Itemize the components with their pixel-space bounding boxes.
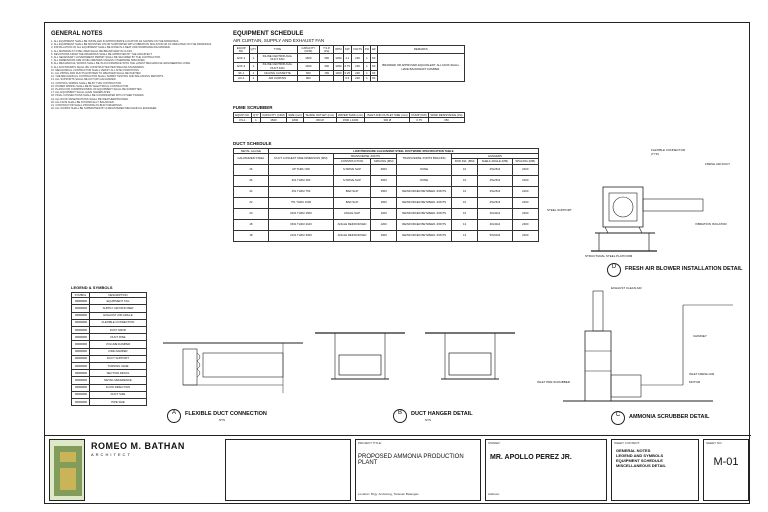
ammonia-scrubber-drawing (533, 285, 747, 409)
equipment-cell: 1 (363, 54, 370, 62)
legend-symbol-icon (72, 370, 90, 377)
general-note-item: 6. ALL NECESSARY GOVERNMENT PERMIT SHALL BE SECURED BY THE CONTRACTOR. (51, 56, 161, 60)
duct-cell: NONE (397, 164, 451, 175)
detail-marker-d: D (607, 263, 621, 277)
equipment-header-cell: PH (363, 46, 370, 54)
equipment-cell: 300 (320, 62, 334, 70)
fresh-air-blower-detail (545, 147, 749, 279)
duct-schedule-table (233, 148, 539, 242)
equipment-header-cell: KW (343, 46, 351, 54)
equipment-cell: 1 (249, 62, 258, 70)
duct-cell: 40x40x4 (478, 219, 512, 230)
equipment-cell: 1450 (334, 62, 343, 70)
equipment-cell (334, 76, 343, 81)
general-note-item: 5. DEVIATIONS FROM THE DRAWINGS SHALL BE APPROVED BY THE ARCHITECT. (51, 52, 153, 56)
duct-cell: 22 (234, 197, 269, 208)
general-note-item: 10. MECHANICAL CONTRACTOR SHALL VERIFY ALL SITE CONDITIONS. (51, 68, 140, 72)
detail-marker-b: B (393, 409, 407, 423)
owner-cell (485, 439, 607, 501)
project-title-cell (355, 439, 481, 501)
duct-cell: 25x25x3 (478, 197, 512, 208)
duct-cell: 2400 (512, 164, 538, 175)
legend-symbol-icon (72, 391, 90, 398)
duct-cell: 26 (234, 164, 269, 175)
duct-cell: 1500 (370, 186, 396, 197)
equipment-header-cell: TYPE (258, 46, 297, 54)
architect-role: ARCHITECT (91, 452, 132, 457)
flexible-duct-scale: NTS (219, 418, 225, 422)
fresh-air-blower-title: FRESH AIR BLOWER INSTALLATION DETAIL (625, 266, 743, 272)
duct-cell: BAR SLIP (334, 186, 371, 197)
duct-cell: UP THRU 300 (268, 164, 333, 175)
duct-cell: ANGLE SLIP (334, 208, 371, 219)
sheet-content-label: SHEET CONTENT: (614, 441, 640, 445)
equipment-cell: 230 (352, 62, 364, 70)
equipment-header-cell: REMARKS (377, 46, 464, 54)
legend-row (72, 391, 147, 398)
general-note-item: 11. ALL PIPING AND DUCTS EXPOSED TO WEATHER SHALL BE PAINTED. (51, 72, 142, 76)
duct-row (234, 219, 539, 230)
duct-cell: 2400 (512, 186, 538, 197)
equipment-cell: SF-1 (234, 71, 250, 76)
duct-cell: 2101 THRU 3000 (268, 230, 333, 241)
equipment-cell: 230 (352, 76, 364, 81)
duct-cell: 2400 (512, 197, 538, 208)
equipment-cell: 0.75 (343, 62, 351, 70)
equipment-cell: 1400 (335, 70, 342, 75)
fume-cell: 1500 x 1000 (336, 118, 365, 123)
label-flexible-connector: FLEXIBLE CONNECTOR (TYP.) (651, 148, 686, 156)
duct-schedule-title: DUCT SCHEDULE (233, 141, 272, 146)
equipment-header-cell: QTY (249, 46, 258, 54)
legend-symbol-icon (72, 312, 90, 319)
general-notes (51, 31, 229, 110)
sheet-no-cell (703, 439, 749, 501)
equipment-cell: 1500 (297, 54, 320, 62)
legend-description: SUPPLY AIR DIFFUSER (90, 305, 147, 312)
legend-description: SECTION DETAIL (90, 370, 147, 377)
duct-cell: 25x25x3 (478, 186, 512, 197)
duct-cell: S DRIVE SLIP (334, 175, 371, 186)
legend-row (72, 355, 147, 362)
construction-header: CONSTRUCTION (334, 159, 371, 164)
spacing-header: SPACING (MM) (370, 159, 396, 164)
legend-description: DUCT SIZE (90, 391, 147, 398)
legend-row (72, 370, 147, 377)
label-structural-steel: STRUCTURAL STEEL PLATFORM (585, 254, 633, 258)
equipment-table (233, 45, 465, 82)
general-note-item: 15. POWER WIRING SHALL BE BY ELECTRICAL CONTRACTOR. (51, 84, 129, 88)
equipment-header-cell: EQUIP NO. (234, 46, 250, 54)
equipment-cell: 0.25 (344, 70, 351, 75)
duct-cell: 751 THRU 1000 (268, 197, 333, 208)
duct-cell: 24 (234, 186, 269, 197)
duct-row (234, 230, 539, 241)
equipment-row (234, 54, 465, 62)
label-fresh-air: FRESH AIR DUCT (705, 162, 731, 166)
owner-name: MR. APOLLO PEREZ JR. (490, 454, 572, 461)
flexible-duct-title: FLEXIBLE DUCT CONNECTION (185, 411, 267, 417)
legend-row (72, 399, 147, 406)
label-steel-support: STEEL SUPPORT (547, 208, 572, 212)
duct-hanger-scale: NTS (425, 418, 431, 422)
duct-cell: 1001 THRU 1500 (268, 208, 333, 219)
fume-scrubber-table (233, 112, 465, 123)
hangers-header: HANGERS (451, 154, 538, 159)
legend-symbol-icon (72, 341, 90, 348)
label-chimney: CHIMNEY (693, 334, 707, 338)
duct-cell: 301 THRU 450 (268, 175, 333, 186)
general-note-item: 4. ALL MATERIALS TO BE USED SHALL BE BRAND NEW IN CLASS. (51, 49, 133, 53)
duct-cell: 2400 (512, 175, 538, 186)
bracing-header: TRANSVERSE JOINTS BRACING (397, 154, 451, 164)
legend-description: TURNING VANE (90, 363, 147, 370)
rod-dia-header: ROD DIA. (MM) (451, 159, 477, 164)
legend-row (72, 305, 147, 312)
duct-row (234, 208, 539, 219)
equipment-cell: 60 (372, 70, 376, 75)
fume-cell: 1500 (260, 118, 286, 123)
sheet-content-item: MISCELLANEOUS DETAIL (616, 463, 666, 468)
equipment-cell: 350 (320, 54, 334, 62)
general-note-item: 22. ALL WORKS SHALL BE SUPERVISED BY A REGISTERED MECHANICAL ENGINEER. (51, 107, 158, 111)
general-notes-list (51, 40, 229, 110)
equipment-cell: AC-1 (234, 76, 250, 81)
duct-cell: REINFORCED BETWEEN JOINTS (397, 230, 451, 241)
duct-cell: 18 (234, 230, 269, 241)
duct-cell: 451 THRU 750 (268, 186, 333, 197)
sheet-content-item: EQUIPMENT SCHEDULE (616, 458, 663, 463)
flexible-duct-drawing (163, 323, 303, 407)
flexible-duct-detail (163, 323, 303, 429)
owner-label: OWNER: (488, 441, 501, 445)
fume-header-cell: QTY (253, 112, 259, 117)
general-note-item: 16. PLANS FOR COMMISSIONING OF EQUIPMENT SHALL BE SUBMITTED. (51, 88, 143, 92)
fume-header-cell: INLET AND OUTLET SIZE (mm) (365, 113, 410, 118)
label-exhaust-stack: EXHAUST CLEAN AIR (611, 286, 642, 290)
fume-cell: 300 Ø (304, 118, 336, 123)
general-note-item: 8. ALL MECHANICAL WORKS SHALL BE IN ACCORDANCE WITH THE LATEST MECHANICAL ENGINEERING CODE. (51, 62, 191, 66)
detail-marker-c: C (611, 411, 625, 425)
fume-scrubber-title: FUME SCRUBBER (233, 105, 273, 110)
legend-description: PIPE SIZE (90, 399, 147, 406)
legend-symbol-icon (72, 327, 90, 334)
duct-cell: BAR SLIP (334, 197, 371, 208)
general-note-item: 20. ALL FANS SHALL BE DYNAMICALLY BALANCED. (51, 100, 115, 104)
legend-description: DETAIL REFERENCE (90, 377, 147, 384)
fume-scrubber (233, 105, 465, 123)
duct-cell: 18 (234, 219, 269, 230)
equipment-cell: 1 (363, 71, 370, 76)
legend-row (72, 334, 147, 341)
equipment-header-cell: CAPACITY (CFM) (297, 46, 320, 54)
legend-description: FIRE DAMPER (90, 348, 147, 355)
legend-title: LEGEND & SYMBOLS (71, 285, 113, 290)
equipment-cell: EXF-1 (234, 54, 250, 62)
duct-cell: 10 (451, 186, 477, 197)
equipment-cell: INLINE CENTRIFUGAL DUCT FAN (258, 54, 297, 62)
general-notes-title: GENERAL NOTES (51, 31, 103, 37)
equipment-cell: 900 (297, 76, 320, 81)
duct-cell: 20 (234, 208, 269, 219)
equipment-cell: INLINE CENTRIFUGAL DUCT FAN (258, 62, 297, 70)
duct-schedule (233, 141, 539, 242)
equipment-schedule-title: EQUIPMENT SCHEDULE (233, 31, 304, 37)
legend-symbol-icon (72, 305, 90, 312)
duct-cell: 25x25x3 (478, 164, 512, 175)
shelf-angle-header: SHELF ANGLE (MM) (478, 159, 512, 164)
legend-row (72, 377, 147, 384)
legend-row (72, 348, 147, 355)
legend-symbol-icon (72, 334, 90, 341)
duct-cell: 10 (451, 208, 477, 219)
detail-marker-a: A (167, 409, 181, 423)
legend-description: FLEXIBLE CONNECTION (90, 319, 147, 326)
architect-block (91, 441, 221, 457)
duct-cell: 10 (451, 175, 477, 186)
general-note-item: 18. FINAL CONNECTIONS SHALL BE COORDINATED WITH OTHER TRADES. (51, 94, 145, 98)
sheet-no-label: SHEET NO.: (706, 441, 723, 445)
duct-cell: 2400 (512, 230, 538, 241)
duct-cell: 50x50x6 (478, 230, 512, 241)
legend (71, 285, 147, 406)
legend-description: DUCT DROP (90, 327, 147, 334)
equipment-cell: 150 (320, 71, 334, 76)
fume-cell: FS-1 (234, 118, 252, 123)
legend-symbol-icon (72, 384, 90, 391)
general-note-item: 12. THE MECHANICAL CONTRACTOR SHALL SUBMIT TESTING AND BALANCING REPORTS. (51, 75, 164, 79)
general-note-item: 17. ALL EQUIPMENT SHALL HAVE NAMEPLATES. (51, 91, 111, 95)
equipment-schedule-subtitle: AIR CURTAIN, SUPPLY AND EXHAUST FAN (233, 38, 325, 43)
equipment-cell: 1 (249, 71, 258, 76)
duct-cell: REINFORCED BETWEEN JOINTS (397, 186, 451, 197)
equipment-schedule (233, 31, 465, 82)
logo-mark-icon (50, 440, 86, 502)
galvanized-header: GALVANIZED STEEL (234, 154, 269, 164)
duct-cell: 40x40x4 (478, 208, 512, 219)
duct-cell: 10 (451, 197, 477, 208)
legend-table (71, 292, 147, 406)
general-note-item: 19. ALL ROOF PENETRATIONS SHALL BE WEATHERPROOFED. (51, 97, 129, 101)
project-location: Location: Brgy. Ambulong, Tanauan Batangas (358, 492, 419, 496)
duct-cell: 26 (234, 175, 269, 186)
duct-cell: 1200 (370, 208, 396, 219)
duct-cell: 1501 THRU 2100 (268, 219, 333, 230)
equipment-header-cell: RPM (334, 46, 343, 54)
legend-symbol-icon (72, 377, 90, 384)
general-note-item: 1. ALL EQUIPMENT SHALL BE INSTALLED IN APPROXIMATE LOCATION AS SHOWN ON THE DRAWINGS. (51, 40, 180, 43)
fume-cell: 1800 (287, 118, 304, 123)
fume-header-cell: EQUIP NO. (235, 112, 250, 117)
duct-cell: 1000 (370, 230, 396, 241)
equipment-cell: 600 (297, 71, 320, 76)
general-note-item: 2. ALL EQUIPMENT SHALL BE MOUNTED ON OR SUPPORTED WITH VIBRATION ISOLATOR OR AS INDICATED ON THE DRAWINGS. (51, 43, 212, 47)
signature-cell (225, 439, 351, 501)
duct-row (234, 197, 539, 208)
legend-row (72, 384, 147, 391)
legend-symbol-icon (72, 355, 90, 362)
duct-cell: 10 (451, 164, 477, 175)
duct-cell: REINFORCED BETWEEN JOINTS (397, 208, 451, 219)
label-inlet-fresh: INLET FRESH AIR (689, 372, 715, 376)
duct-row (234, 186, 539, 197)
fume-header-cell: CAPACITY (CFM) (262, 112, 285, 117)
sheet-content-item: LEGEND AND SYMBOLS (616, 453, 664, 458)
fume-header-cell: PUMP (KW) (411, 112, 427, 117)
equipment-cell: AIR CURTAIN (258, 76, 297, 81)
equipment-cell: EXF-2 (234, 62, 250, 70)
legend-description: EXHAUST AIR GRILLE (90, 312, 147, 319)
equipment-cell: 1 (249, 76, 258, 81)
sheet-content-cell (611, 439, 699, 501)
sheet-number: M-01 (713, 456, 739, 468)
architect-name: ROMEO M. BATHAN (91, 441, 185, 451)
ammonia-scrubber-title: AMMONIA SCRUBBER DETAIL (629, 414, 710, 420)
legend-description: VOLUME DAMPER (90, 341, 147, 348)
duct-spec-banner: LOW PRESSURE GALVANIZED STEEL DUCTWORK SPECIFICATION TABLE (268, 149, 538, 154)
architect-logo (49, 439, 85, 501)
legend-description: DUCT RISE (90, 334, 147, 341)
fume-header-cell: SIZE (mm) (288, 112, 302, 117)
equipment-cell: 230 (352, 71, 364, 76)
fume-cell: 300 Ø (365, 118, 410, 123)
duct-hanger-drawing (305, 323, 525, 407)
legend-description: EQUIPMENT TAG (90, 298, 147, 305)
duct-cell: ANGLE REINFORCED (334, 219, 371, 230)
equipment-cell: 1 (249, 54, 258, 62)
legend-symbol-icon (72, 363, 90, 370)
duct-cell: 25x25x3 (478, 175, 512, 186)
sheet-content-item: GENERAL NOTES (616, 448, 651, 453)
equipment-header-cell: HZ (370, 46, 377, 54)
equipment-cell: 60 (370, 54, 377, 62)
equipment-cell: 1450 (334, 54, 343, 62)
duct-cell: S DRIVE SLIP (334, 164, 371, 175)
equipment-cell: 1.1 (343, 54, 351, 62)
equipment-remarks: BRANDED OR APPROVED EQUIVALENT. ALL FANS SHALL HAVE BACKDRAFT DAMPER. (377, 54, 464, 81)
fume-header-cell: WIND RESISTANCE (Pa) (428, 113, 464, 118)
duct-row (234, 164, 539, 175)
equipment-cell: 1200 (297, 62, 320, 70)
label-motor: MOTOR (689, 380, 701, 384)
equipment-cell (320, 76, 334, 81)
general-note-item: 13. ALL SUPPORTS SHALL BE HOT DIP GALVANIZED. (51, 78, 117, 82)
duct-cell: 12 (451, 230, 477, 241)
metal-gauge-header: METAL GAUGE (234, 149, 269, 154)
general-note-item: 9. ALL DUCTWORKS SHALL BE CONSTRUCTED PER SMACNA STANDARDS. (51, 65, 145, 69)
equipment-cell: 60 (372, 75, 376, 80)
fume-cell: 0.75 (410, 118, 429, 123)
general-note-item: 21. CONTRACTOR SHALL PROVIDE AS-BUILT DRAWINGS. (51, 104, 123, 108)
equipment-cell: CEILING CASSETTE (258, 71, 297, 76)
legend-row (72, 319, 147, 326)
fume-cell: 350 (428, 118, 464, 123)
equipment-cell: 0.3 (343, 76, 351, 81)
legend-row (72, 298, 147, 305)
equipment-cell: 230 (352, 54, 364, 62)
legend-row (72, 363, 147, 370)
legend-description: FLOW DIRECTION (90, 384, 147, 391)
ammonia-scrubber-detail (533, 285, 747, 429)
equipment-header-cell: VOLTS (352, 46, 364, 54)
duct-row (234, 175, 539, 186)
legend-description: DUCT SUPPORT (90, 355, 147, 362)
equipment-header-cell: T.S.P. (Pa) (320, 46, 334, 54)
project-title: PROPOSED AMMONIA PRODUCTION PLANT (358, 454, 464, 466)
general-note-item: 7. ALL DIMENSIONS ARE IN MILLIMETERS UNLESS OTHERWISE SPECIFIED. (51, 59, 146, 63)
legend-row (72, 312, 147, 319)
duct-cell: ANGLE REINFORCED (334, 230, 371, 241)
legend-symbol-icon (72, 319, 90, 326)
equipment-cell: 1 (363, 76, 370, 81)
equipment-cell: 60 (370, 62, 377, 70)
legend-header-cell: DESCRIPTION (90, 293, 147, 298)
fume-header-cell: SHAKE OUTLET (mm) (305, 112, 335, 117)
label-vibration-isolator: VIBRATION ISOLATOR (695, 222, 727, 226)
duct-cell: NONE (397, 175, 451, 186)
duct-cell: REINFORCED BETWEEN JOINTS (397, 219, 451, 230)
duct-cell: 12 (451, 219, 477, 230)
legend-row (72, 327, 147, 334)
hanger-spacing-header: SPACING (MM) (512, 159, 538, 164)
duct-cell: 1500 (370, 197, 396, 208)
transverse-header: TRANSVERSE JOINTS (334, 154, 397, 159)
drawing-sheet (44, 22, 750, 504)
longest-side-header: DUCT LONGEST SIDE DIMENSION (MM) (268, 154, 333, 164)
duct-cell: 3000 (370, 164, 396, 175)
legend-symbol-icon (72, 348, 90, 355)
duct-cell: 3000 (370, 175, 396, 186)
sheet-content-list (612, 446, 698, 468)
fume-row (234, 118, 465, 123)
fume-header-cell: WATER TANK (mm) (337, 112, 364, 117)
general-note-item: 3. INSTALLATION OF ALL EQUIPMENT SHALL BE DONE IN A NEAT AND WORKMANLIKE MANNER. (51, 46, 171, 50)
duct-hanger-detail (305, 323, 525, 429)
legend-symbol-icon (72, 399, 90, 406)
label-inlet-pre-scrubber: INLET PRE SCRUBBER (537, 380, 570, 384)
legend-row (72, 341, 147, 348)
legend-header-cell: SYMBOL (72, 293, 90, 298)
duct-cell: 2400 (512, 219, 538, 230)
owner-address-label: Address: (488, 492, 500, 496)
fume-cell: 1 (251, 118, 260, 123)
project-title-label: PROJECT TITLE: (358, 441, 382, 445)
general-note-item: 14. CONTROL WIRING SHALL BE BY THIS CONTRACTOR. (51, 81, 122, 85)
duct-cell: 2400 (512, 208, 538, 219)
equipment-cell: 1 (363, 62, 370, 70)
legend-symbol-icon (72, 298, 90, 305)
duct-hanger-title: DUCT HANGER DETAIL (411, 411, 473, 417)
duct-cell: 1200 (370, 219, 396, 230)
duct-cell: REINFORCED BETWEEN JOINTS (397, 197, 451, 208)
fresh-air-blower-drawing (545, 147, 749, 279)
